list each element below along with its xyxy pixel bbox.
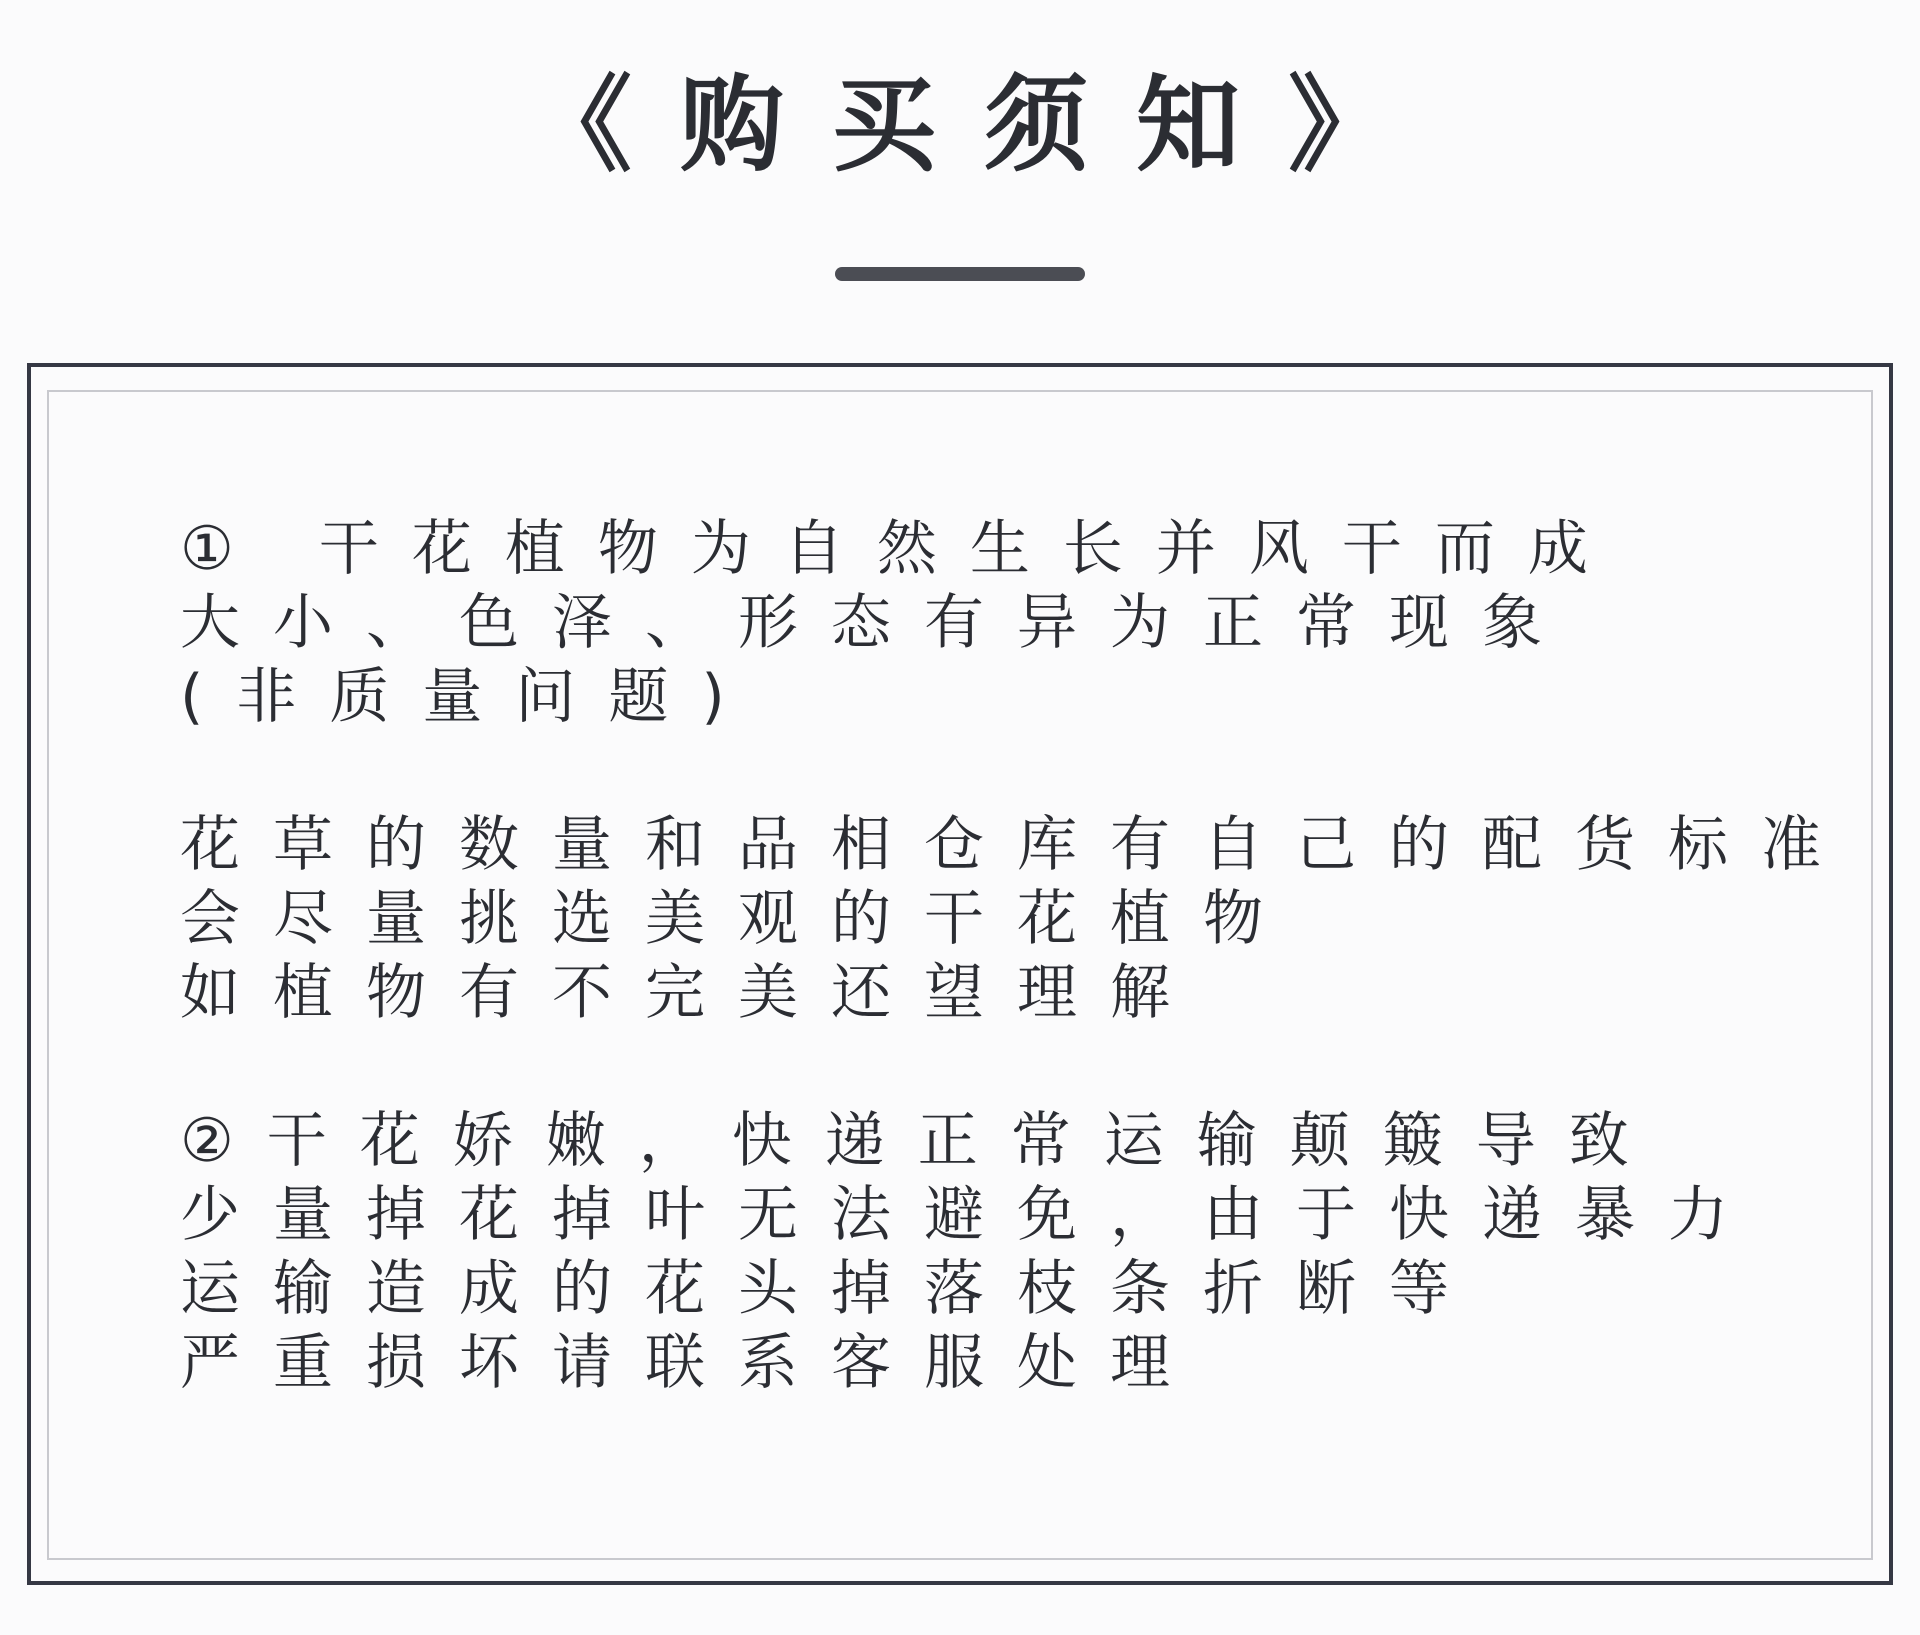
notice-line: 花草的数量和品相仓库有自己的配货标准 bbox=[180, 810, 1854, 880]
notice-line: (非质量问题) bbox=[180, 662, 758, 732]
notice-paragraph-2 bbox=[180, 808, 1860, 1030]
notice-line: ②干花娇嫩，快递正常运输颠簸导致 bbox=[180, 1106, 1662, 1176]
notice-line: 少量掉花掉叶无法避免，由于快递暴力 bbox=[180, 1180, 1761, 1250]
notice-line: ① 干花植物为自然生长并风干而成 bbox=[180, 514, 1621, 584]
page-title: 《购买须知》 bbox=[527, 64, 1440, 186]
notice-paragraph-1 bbox=[180, 512, 1860, 734]
notice-line: 如植物有不完美还望理解 bbox=[180, 958, 1203, 1028]
notice-line: 大小、色泽、形态有异为正常现象 bbox=[180, 588, 1575, 658]
notice-content bbox=[180, 512, 1860, 1400]
notice-paragraph-3 bbox=[180, 1104, 1860, 1400]
notice-line: 会尽量挑选美观的干花植物 bbox=[180, 884, 1296, 954]
title-underline bbox=[835, 267, 1085, 281]
notice-line: 严重损坏请联系客服处理 bbox=[180, 1328, 1203, 1398]
notice-line: 运输造成的花头掉落枝条折断等 bbox=[180, 1254, 1482, 1324]
